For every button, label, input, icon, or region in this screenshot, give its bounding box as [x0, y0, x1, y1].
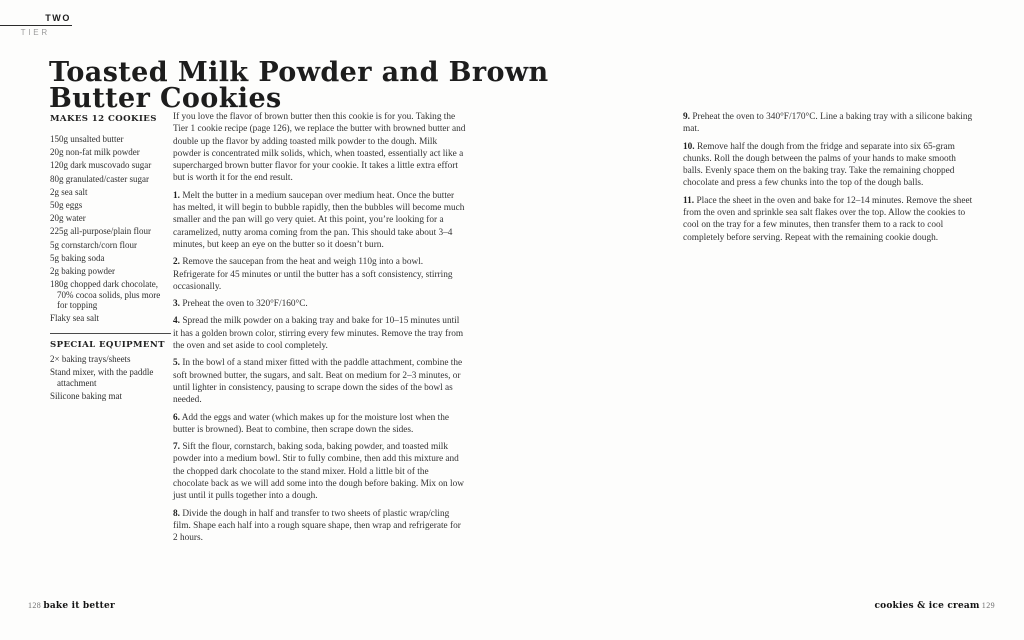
ingredient-item: 2g sea salt	[50, 186, 88, 197]
step-text: Divide the dough in half and transfer to two sheets of plastic wrap/cling film. Shape each half into a rough square shape, then wrap and refrigerate for 2 hours.	[173, 508, 461, 544]
step-number: 10.	[683, 141, 695, 152]
step-number: 1.	[173, 190, 180, 201]
ingredient-item: Flaky sea salt	[50, 313, 99, 324]
equipment-item: 2× baking trays/sheets	[50, 354, 131, 365]
tier-corner-mark	[0, 13, 72, 37]
ingredient-item: 5g cornstarch/corn flour	[50, 239, 137, 250]
step	[683, 111, 974, 136]
book-section-title-left: bake it better	[43, 601, 115, 611]
step-text: Melt the butter in a medium saucepan over medium heat. Once the butter has melted, it will begin to bubble rapidly, then the bubbles will become much smaller and the pan will go very quiet. At this point, you’re looking for a caramelized, nutty aroma coming from the pan. This should take about 3–4 minutes, but keep an eye on the butter so it doesn’t burn.	[173, 190, 465, 250]
step-number: 6.	[173, 412, 180, 423]
ingredient-item: 80g granulated/caster sugar	[50, 173, 149, 184]
recipe-title-line1: Toasted Milk Powder and Brown	[49, 57, 549, 89]
step-text: In the bowl of a stand mixer fitted with the paddle attachment, combine the soft browned butter, the sugars, and salt. Beat on medium for 2–3 minutes, or until lighter in consistency, pausing to scrape down the sides of the bowl as needed.	[173, 358, 463, 406]
book-section-title-right: cookies & ice cream	[874, 601, 980, 611]
step-number: 2.	[173, 257, 180, 268]
step-text: Place the sheet in the oven and bake for 12–14 minutes. Remove the sheet from the oven and sprinkle sea salt flakes over the top. Allow the cookies to cool on the tray for a few minutes, then transfer them to a rack to cool completely before serving. Repeat with the remaining cookie dough.	[683, 195, 973, 243]
step	[683, 141, 974, 190]
step	[683, 195, 974, 244]
ingredients-column	[50, 114, 171, 404]
tier-rule	[0, 25, 72, 26]
equipment-item: Stand mixer, with the paddle attachment	[50, 367, 154, 388]
step	[173, 508, 466, 545]
step-number: 4.	[173, 316, 180, 327]
step-number: 7.	[173, 442, 180, 453]
step	[173, 441, 466, 502]
step	[173, 315, 466, 352]
ingredient-item: 20g water	[50, 213, 86, 224]
ingredient-item: 120g dark muscovado sugar	[50, 160, 152, 171]
step-text: Sift the flour, cornstarch, baking soda, baking powder, and toasted milk powder into a medium bowl. Stir to fully combine, then add this mixture and the chopped dark chocolate to the stand mixer. Hold a little bit of the chocolate back as we will add some into the dough before baking. Mix on low just until it pulls together into a dough.	[173, 442, 464, 502]
equipment-list	[50, 354, 171, 402]
footer-left	[28, 600, 115, 611]
makes-heading: MAKES 12 COOKIES	[50, 114, 157, 124]
step	[173, 412, 466, 437]
step-text: Preheat the oven to 340°F/170°C. Line a baking tray with a silicone baking mat.	[683, 112, 973, 135]
ingredients-list	[50, 134, 171, 324]
ingredient-item: 2g baking powder	[50, 265, 115, 276]
page-number-left: 128	[28, 601, 42, 610]
equipment-item: Silicone baking mat	[50, 391, 122, 401]
ingredient-item: 20g non-fat milk powder	[50, 147, 140, 158]
step	[173, 357, 466, 406]
step-number: 3.	[173, 299, 180, 310]
ingredient-item: 150g unsalted butter	[50, 134, 124, 144]
step	[173, 256, 466, 293]
step-text: Remove half the dough from the fridge and separate into six 65-gram chunks. Roll the dough between the palms of your hands to make smooth balls. Evenly space them on the baking tray. Take the remaining chopped chocolate and press a few chunks into the top of the dough balls.	[683, 141, 956, 189]
recipe-title-line2: Butter Cookies	[49, 83, 282, 115]
step-number: 11.	[683, 195, 695, 206]
ingredient-item: 5g baking soda	[50, 252, 105, 263]
equipment-heading: SPECIAL EQUIPMENT	[50, 340, 165, 351]
footer-right	[874, 600, 995, 611]
page-number-right: 129	[981, 601, 995, 610]
instructions-column-right	[683, 111, 974, 249]
step-number: 8.	[173, 508, 180, 519]
step-number: 9.	[683, 112, 690, 122]
step	[173, 190, 466, 251]
instructions-column-left	[173, 111, 466, 550]
ingredient-item: 180g chopped dark chocolate, 70% cocoa solids, plus more for topping	[50, 279, 161, 311]
step	[173, 298, 466, 310]
step-text: Remove the saucepan from the heat and weigh 110g into a bowl. Refrigerate for 45 minutes or until the butter has a soft consistency, stirring occasionally.	[173, 257, 453, 292]
step-text: Spread the milk powder on a baking tray and bake for 10–15 minutes until it has a golden brown color, stirring every few minutes. Remove the tray from the oven and set aside to cool completely.	[173, 316, 464, 352]
step-text: Preheat the oven to 320°F/160°C.	[182, 299, 308, 310]
ingredient-item: 50g eggs	[50, 199, 83, 210]
recipe-title	[49, 57, 569, 115]
tier-label-two: TWO	[45, 13, 71, 23]
tier-label-tier: TIER	[20, 28, 50, 37]
ingredient-item: 225g all-purpose/plain flour	[50, 226, 151, 237]
equipment-divider	[50, 333, 171, 334]
intro-paragraph: If you love the flavor of brown butter then this cookie is for you. Taking the Tier 1 cookie recipe (page 126), we replace the butter with browned butter and double up the flavor by adding toasted milk powder to the dough. Milk powder is concentrated milk solids, which, when toasted, essentially act like a supercharged brown butter flavor for your cookie. It takes a little extra effort but is worth it for the end result.	[173, 112, 466, 184]
step-text: Add the eggs and water (which makes up for the moisture lost when the butter is browned). Beat to combine, then scrape down the sides.	[173, 412, 450, 435]
step-number: 5.	[173, 358, 180, 369]
